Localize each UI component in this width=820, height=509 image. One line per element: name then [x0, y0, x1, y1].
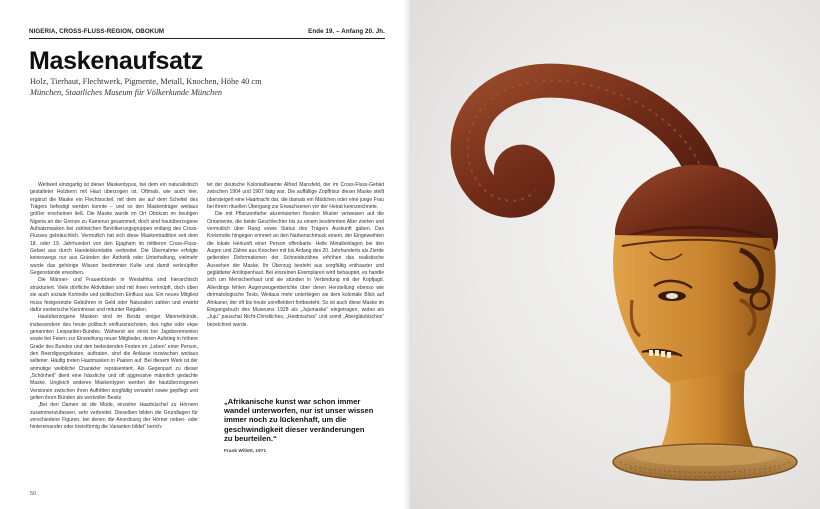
- paragraph: Hautüberzogene Masken sind im Besitz einiger Männerbünde, insbesondere des heute politisch einflussreichsten, des ngbe oder ekpe genannten Leoparden-Bundes. Während sie einst bei Jagdzeremonien sowie bei Feiern zur Einweihung neuer Mitglieder, deren Aufstieg in höhere Grade des Bundes und den bedeutenden Festen im „Leben“ einer Person, den Beerdigungsfesten, auftraten, sind die Anlässe inzwischen weitaus seltener. Häufig treten Hautmasken in Paaren auf. Bei diesem Werk ist der anmutige weibliche Charakter repräsentiert. Als Gegenpart zu dieser „Schönheit“ dient eine hässliche und oft aggressive männlich gedachte Maske. Ungleich anderen Maskentypen werden die hautüberzogenen Versionen zwischen ihren Auftritten sorgfältig verwahrt sowie gepflegt und gelten ihren Bünden als wertvoller Besitz.: [30, 314, 198, 401]
- paragraph: tet der deutsche Kolonialbeamte Alfred Mansfeld, der im Cross-Fluss-Gebiet zwischen 1904 und 1907 tätig war. Die auffällige Zopffrisur dieser Maske stellt übersteigert eine Haartracht dar, die damals ein Mädchen oder eine junge Frau bei ihrem rituellen Übergang zur Erwachsenen vor der Heirat kennzeichnete.: [207, 182, 384, 211]
- page-title: Maskenaufsatz: [29, 47, 203, 75]
- paragraph: Die Männer- und Frauenbünde in Westafrika sind hierarchisch strukturiert. Viele dörfliche Aktivitäten sind mit ihnen verknüpft, doch üben sie auch soziale Kontrolle und politischen Einfluss aus. Ein neues Mitglied muss festgesetzte Gebühren in Geld oder Naturalien zahlen und erwirbt dafür esoterische Kenntnisse und mitunter Regalien.: [30, 277, 198, 313]
- running-header: [29, 27, 385, 39]
- object-materials: Holz, Tierhaut, Flechtwerk, Pigmente, Metall, Knochen, Höhe 40 cm: [30, 77, 262, 86]
- text-column-1: [30, 182, 198, 432]
- mask-neck: [660, 372, 755, 450]
- paragraph: „Bei den Damen ist die Mode, einzelne Haarbüschel zu Hörnern zusammenzufassen, sehr verbreitet. Dieselben bilden die Grundlagen für verschiedene Figuren, bei denen die Anordnung der Hörner neben- oder hintereinander oder kreisförmig die Varianten bildet“ berich-: [30, 402, 198, 431]
- object-location: München, Staatliches Museum für Völkerkunde München: [30, 88, 223, 97]
- text-column-2: [207, 182, 384, 329]
- header-period: Ende 19. – Anfang 20. Jh.: [308, 28, 385, 35]
- paragraph: Die mit Pflanzenfarbe akzentuierten floralen Muster verweisen auf die Ornamente, die beide Geschlechter bis zu einem bestimmten Alter zierten und vermutlich über Rang sowie Status des Trägers Auskunft gaben. Das Kreismotiv hingegen erinnert an den Narbenschmuck einem, der Eingeweihten die lokale Herkunft einer Person offenbarte. Helle Metalleinlagen bei den Augen und Zähne aus Knochen mit bis Anfang des 20. Jahrhunderts als Zierde geltenden Deformationen der Schneidezähne erhöhen das realistische Aussehen der Maske. Ihr Überzug besteht aus sorgfältig enthaarter und geglätteter Antilopenhaut. Bei einzelnen Exemplaren wird behauptet, es handle sich um Menschenhaut und sie stünden in Verbindung mit der Kopfjagd. Allerdings fehlen Augenzeugenberichte über deren Herstellung ebenso wie dermatologische Tests. Weitaus mehr unterliegen sie dem koloniale Blick auf Afrikaner, der oft bis heute unreflektiert fortbesteht. So ist auch diese Maske im Eingangsbuch des Museums 1928 als „Jujumaske“ eingetragen, wobei als „Juju“ pauschal Nicht-Christliches, „Heidnisches“ und somit „Abergläubisches“ bezeichnet wurde.: [207, 211, 384, 328]
- paragraph: Weltweit einzigartig ist dieser Maskentypus, bei dem ein naturalistisch gestalteter Holzkern mit Haut überzogen ist. Oftmals, wie auch hier, ergänzt die Maske ein Flechtsockel, mit dem sie auf dem Scheitel des Trägers befestigt werden konnte – und so den Maskenträger weitaus größer erscheinen ließ. Die Maske wurde im Ort Obokum im heutigen Nigeria an der Grenze zu Kamerun gesammelt, doch sind hautüberzogene Aufsatzmasken bei zahlreichen Bevölkerungsgruppen entlang des Cross-Flusses gebräuchlich. Vermutlich hat sich diese Maskentradition seit dem 18. oder 19. Jahrhundert von den Ejagham im mittleren Cross-Fluss-Gebiet aus durch Handelskontakte verbreitet. Die Übernahme erfolgte keineswegs nur aus Gründen der Ästhetik oder Unterhaltung, vielmehr wurde das gehörige Wissen bestimmter Kulte und damit verknüpfter Gegenstände erworben.: [30, 182, 198, 277]
- pull-quote: [224, 397, 374, 454]
- right-page: [410, 0, 820, 509]
- quote-text: „Afrikanische kunst war schon immer wandel unterworfen, nur ist unser wissen immer noch zu lückenhaft, um die geschwindigkeit dieser veränderungen zu beurteilen.“: [224, 397, 374, 443]
- mask-photo: [410, 0, 820, 509]
- woven-base: [613, 444, 797, 480]
- header-region: NIGERIA, CROSS-FLUSS-REGION, OBOKUM: [29, 28, 165, 35]
- quote-author: Frank Willett, 1971: [224, 449, 267, 455]
- page-number: 50: [30, 491, 37, 497]
